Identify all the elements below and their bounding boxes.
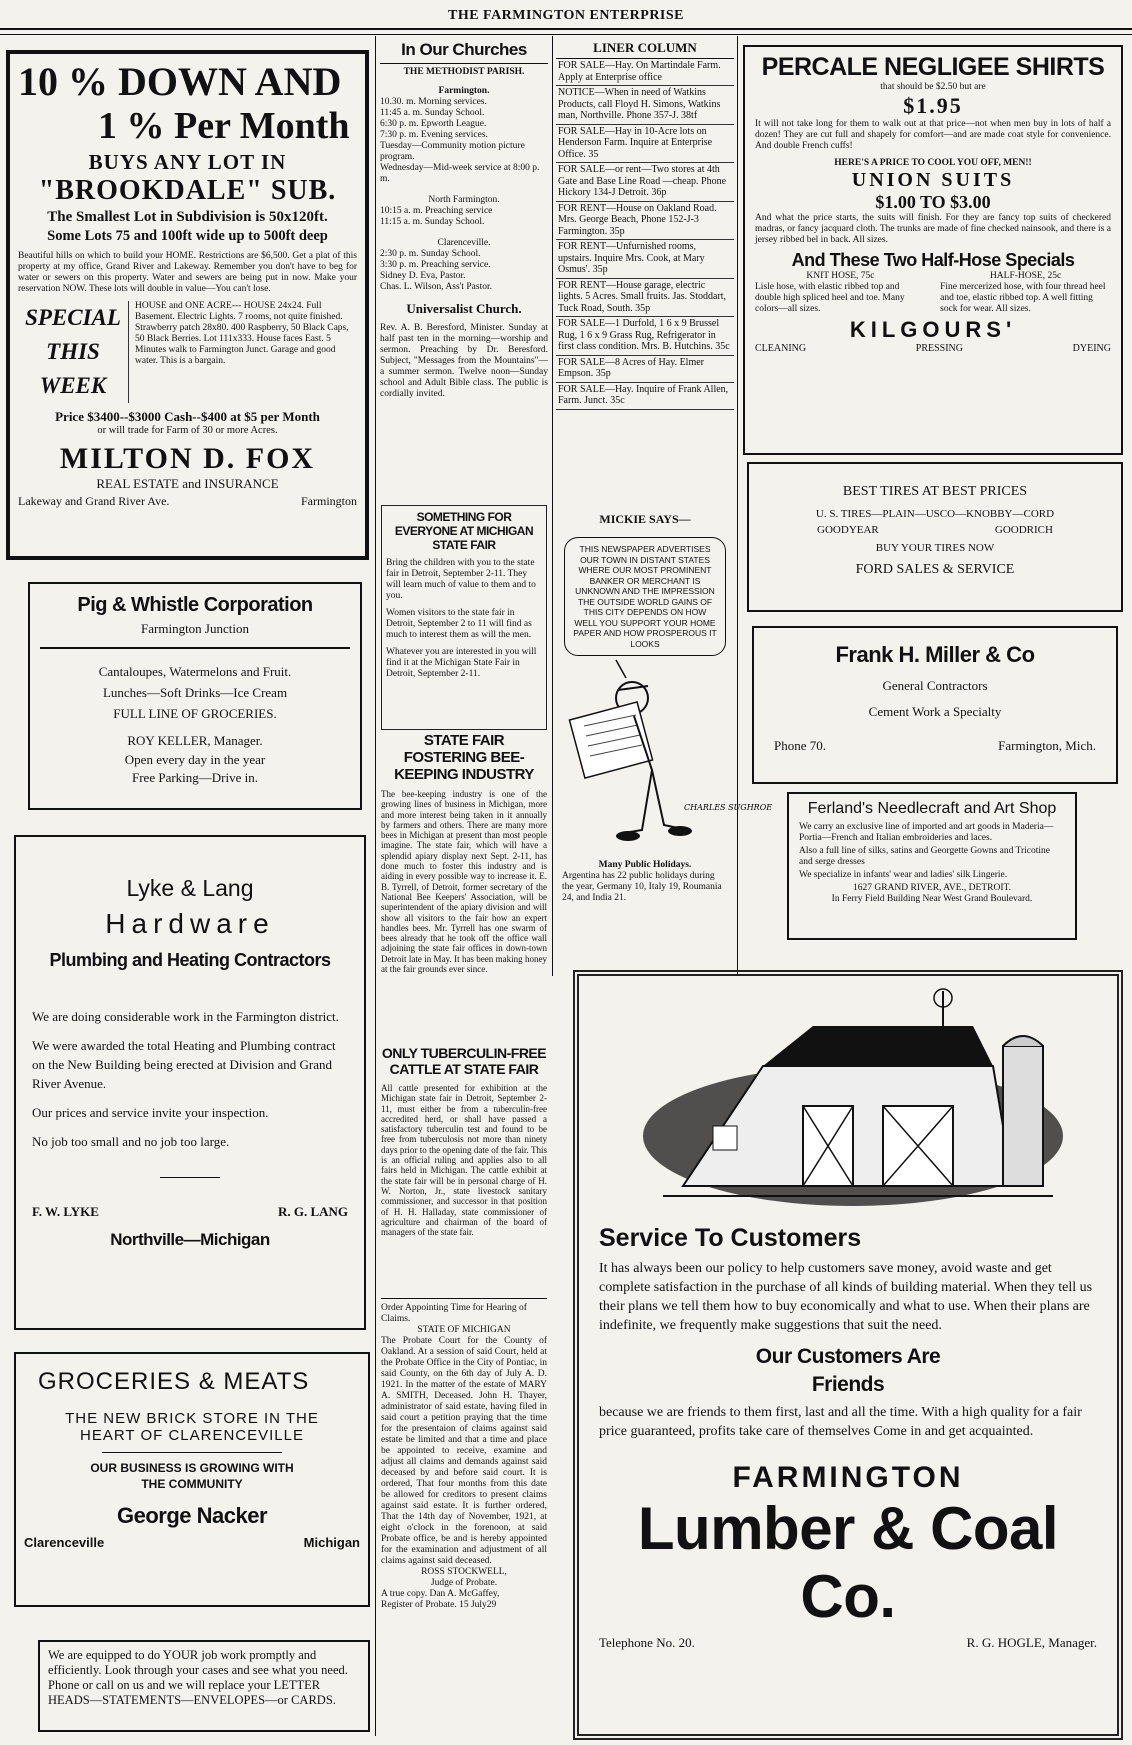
fox-trade: or will trade for Farm of 30 or more Acres. [97, 425, 278, 436]
half-title: HALF-HOSE, 25c [989, 271, 1062, 281]
miller-ad [752, 626, 1118, 784]
pig-sub: Farmington Junction [141, 621, 249, 636]
liner-item: FOR RENT—House on Oakland Road. Mrs. George Beach, Phone 152-J-3 Farmington. 35p [556, 202, 734, 241]
lumber-footer [599, 1635, 1097, 1651]
masthead: THE FARMINGTON ENTERPRISE [447, 8, 684, 23]
liner-item: FOR SALE—Hay. Inquire of Frank Allen, Farm. Junct. 35c [556, 383, 734, 410]
churches-rule [380, 63, 548, 64]
ferland-addr2: In Ferry Field Building Near West Grand Boulevard. [831, 894, 1033, 904]
ford-tires-ad [747, 462, 1123, 612]
north-head: North Farmington. [428, 195, 500, 205]
liner-item: FOR RENT—Unfurnished rooms, upstairs. Inquire Mrs. Cook, at Mary Osmus'. 35p [556, 240, 734, 279]
pig-title: Pig & Whistle Corporation [77, 594, 313, 616]
fox-address-left: Lakeway and Grand River Ave. [18, 493, 170, 508]
fair-cattle-section [381, 1045, 547, 1295]
probate-head: Order Appointing Time for Hearing of Claims. [381, 1303, 527, 1324]
fox-headline-1: 10 % DOWN AND [18, 59, 342, 104]
nacker-left: Clarenceville [24, 1535, 105, 1550]
nacker-place [24, 1535, 360, 1550]
service-line: Sidney D. Eva, Pastor. [380, 271, 466, 281]
service-line: 10:15 a. m. Preaching service [380, 206, 493, 216]
nacker-line3: OUR BUSINESS IS GROWING WITH [90, 1461, 294, 1475]
mickie-bubble: THIS NEWSPAPER ADVERTISES OUR TOWN IN DISTANT STATES WHERE OUR MOST PROMINENT BANKER OR MERCHANT IS UNKNOWN AND THE IMPRESSION THE OUTSIDE WORLD GAINS OF THIS CITY DEPENDS ON HOW WELL YOU SUPPORT YOUR HOME PAPER AND HOW PROSPEROUS IT LOOKS [564, 537, 726, 656]
column-divider [737, 36, 738, 976]
lyke-place: Northville—Michigan [110, 1230, 270, 1249]
miller-title: Frank H. Miller & Co [835, 642, 1035, 667]
fox-headline-3: BUYS ANY LOT IN [88, 150, 287, 174]
universalist-body: Rev. A. B. Beresford, Minister. Sunday at half past ten in the morning—worship and sermon. Preaching by Dr. Beresford. Subject, "Messages from the Mountains"—a summer sermon. Twelve noon—Sunday school and Adult Bible class. The public is cordially invited. [380, 323, 548, 399]
fox-special-1: SPECIAL [25, 305, 121, 330]
service-line: 6:30 p. m. Epworth League. [380, 119, 487, 129]
lyke-lang-ad [14, 835, 366, 1330]
service-line: 11:45 a. m. Sunday School. [380, 108, 485, 118]
kilgours-sub: that should be $2.50 but are [880, 82, 986, 92]
union-body: And what the price starts, the suits will finish. For they are fancy top suits of checkered madras, or fancy jacquard cloth. The trunks are made of fine checked nainsook, and there is a jersey ribbed bel in back. All sizes. [755, 213, 1111, 245]
miller-line2: Cement Work a Specialty [868, 704, 1002, 719]
kilgours-name: KILGOURS' [849, 317, 1017, 342]
probate-sign2: Judge of Probate. [430, 1578, 498, 1588]
ford-line5: FORD SALES & SERVICE [855, 562, 1015, 577]
kilgours-cool: HERE'S A PRICE TO COOL YOU OFF, MEN!! [834, 158, 1032, 168]
lumber-phone: Telephone No. 20. [599, 1635, 695, 1650]
lyke-p3: Our prices and service invite your inspection. [32, 1105, 269, 1120]
liner-item: NOTICE—When in need of Watkins Products, call Floyd H. Simons, Watkins man, Northville. Phone 357-J. 38tf [556, 86, 734, 125]
kilgours-cleaning: CLEANING [755, 343, 807, 354]
ferland-addr1: 1627 GRAND RIVER, AVE., DETROIT. [853, 883, 1011, 893]
mickie-signature: CHARLES SUGHROE [684, 803, 773, 812]
pig-parking: Free Parking—Drive in. [131, 770, 258, 785]
fox-special-body: HOUSE and ONE ACRE--- HOUSE 24x24. Full Basement. Electric Lights. 7 rooms, not quite finished. Strawberry patch 28x80. 400 Raspberry, 50 Black Caps, 50 Black Berries. Lot 111x333. House faces East. 5 Minutes walk to Farmington Junct. Garage and good water. This is a bargain. [128, 301, 357, 403]
ford-line1: BEST TIRES AT BEST PRICES [842, 484, 1028, 499]
knit-body: Lisle hose, with elastic ribbed top and double high spliced heel and toe. Many colors—all sizes. [755, 282, 905, 314]
nacker-line4: THE COMMUNITY [141, 1477, 243, 1491]
claren-services [380, 249, 548, 293]
north-services [380, 206, 548, 228]
fair1-p2: Women visitors to the state fair in Detroit, September 2 to 11 will find as much to interest them as will the men. [386, 608, 532, 640]
universalist-head: Universalist Church. [406, 301, 522, 316]
farmington-services [380, 97, 548, 185]
fair-everyone-box [381, 505, 547, 730]
pig-open: Open every day in the year [124, 752, 266, 767]
service-line: Tuesday—Community motion picture program. [380, 141, 525, 162]
holidays-body: Argentina has 22 public holidays during the year, Germany 10, Italy 19, Roumania 24, and India 21. [562, 871, 722, 903]
fox-lot-size: The Smallest Lot in Subdivision is 50x120ft. [47, 209, 328, 225]
lyke-p1: We are doing considerable work in the Farmington district. [32, 1009, 339, 1024]
pig-line1: Cantaloupes, Watermelons and Fruit. [98, 664, 292, 679]
lumber-friends2: Friends [811, 1373, 885, 1396]
pig-whistle-ad [28, 582, 362, 810]
nacker-title: GROCERIES & MEATS [38, 1368, 310, 1395]
ferland-p1: We carry an exclusive line of imported and art goods in Maderia—Portia—French and Italian embroideries and laces. [799, 822, 1054, 843]
fox-special-3: WEEK [39, 373, 107, 398]
ferland-title: Ferland's Needlecraft and Art Shop [807, 800, 1057, 817]
nacker-line2: HEART OF CLARENCEVILLE [79, 1427, 304, 1444]
column-divider [552, 36, 553, 976]
holidays-head: Many Public Holidays. [598, 860, 692, 870]
lyke-rule [160, 1177, 220, 1178]
pig-rule [40, 647, 350, 649]
probate-state: STATE OF MICHIGAN [417, 1325, 511, 1335]
fair1-p3: Whatever you are interested in you will find it at the Michigan State Fair in Detroit, September 2-11. [386, 647, 537, 679]
fair2-title: STATE FAIR FOSTERING BEE-KEEPING INDUSTRY [394, 732, 534, 783]
fair1-p1: Bring the children with you to the state fair in Detroit, September 2-11. They will learn much of value to them and to you. [386, 558, 536, 601]
fox-headline-4: "BROOKDALE" SUB. [38, 175, 337, 206]
nacker-right: Michigan [303, 1535, 360, 1550]
nacker-line1: THE NEW BRICK STORE IN THE [65, 1410, 319, 1427]
pig-line2: Lunches—Soft Drinks—Ice Cream [102, 685, 288, 700]
barn-illustration [613, 986, 1083, 1216]
lumber-title: Service To Customers [599, 1224, 862, 1252]
service-line: 7:30 p. m. Evening services. [380, 130, 488, 140]
lyke-p2: We were awarded the total Heating and Plumbing contract on the New Building being erected at Division and Grand River Avenue. [32, 1038, 336, 1091]
half-col [940, 271, 1111, 315]
nacker-name: George Nacker [116, 1503, 268, 1528]
probate-sign4: Register of Probate. 15 July29 [381, 1600, 497, 1610]
lyke-name-right: R. G. LANG [277, 1204, 348, 1219]
job-work-text: We are equipped to do YOUR job work promptly and efficiently. Look through your cases and see what you need. Phone or call on us and we will replace your LETTER HEADS—STATEMENTS—ENVELOPES—or CARDS. [48, 1648, 348, 1707]
mickie-says [556, 512, 773, 952]
lyke-title: Lyke & Lang [126, 875, 254, 901]
ford-goodrich: GOODRICH [994, 524, 1053, 536]
churches-section [380, 40, 548, 510]
knit-col [755, 271, 926, 315]
fox-body: Beautiful hills on which to build your HOME. Restrictions are $6,500. Get a plat of this property at my office, Grand River and Lakeway. Remember you don't have to beg for water or sewers on this property. Water and sewers are being put in now. Make your reservation NOW. These lots will double in value—You can't lose. [18, 251, 357, 294]
mickie-cartoon [556, 660, 773, 860]
service-line: 2:30 p. m. Sunday School. [380, 249, 481, 259]
fox-headline-2: 1 % Per Month [98, 105, 350, 147]
claren-head: Clarenceville. [437, 238, 491, 248]
liner-item: FOR SALE—Hay in 10-Acre lots on Henderson Farm. Inquire at Enterprise Office. 35 [556, 125, 734, 164]
liner-item: FOR SALE—1 Durfold, 1 6 x 9 Brussel Rug, 1 6 x 9 Grass Rug, Refrigerator in first class condition. Mrs. B. Hutchins. 35c [556, 317, 734, 356]
lyke-hardware: Hardware [105, 908, 275, 939]
fair3-body: All cattle presented for exhibition at the Michigan state fair in Detroit, September 2-11, must either be from a tuberculin-free accredited herd, or shall have passed a satisfactory tuberculin test and found to be free from tuberculosis not more than ninety days prior to the opening date of the fair. This is an official ruling and applies also to all fairs held in Michigan. The cattle exhibit at the state fair will be in personal charge of H. W. Norton, Jr., state livestock sanitary commissioner, and successor in that position of H. H. Halladay, state commissioner of agriculture and chairman of the board of managers of the state fair. [381, 1083, 547, 1238]
kilgours-body: It will not take long for them to walk out at that price—not when men buy in lots of half a dozen! They are cut full and shapely for comfort—and are made coat style for convenience. And double French cuffs! [755, 119, 1111, 151]
lyke-name-left: F. W. LYKE [32, 1204, 99, 1219]
probate-sign3: A true copy. Dan A. McGaffey, [381, 1589, 500, 1599]
kilgours-ad [743, 45, 1123, 455]
nacker-ad [14, 1352, 370, 1607]
fox-ad [6, 50, 369, 560]
liner-item: FOR SALE—Hay. On Martindale Farm. Apply at Enterprise office [556, 59, 734, 86]
service-line: Wednesday—Mid-week service at 8:00 p. m. [380, 163, 540, 184]
knit-title: KNIT HOSE, 75c [806, 271, 875, 281]
fox-lot-depth: Some Lots 75 and 100ft wide up to 500ft deep [47, 228, 328, 244]
probate-sign1: ROSS STOCKWELL, [421, 1567, 507, 1577]
lyke-plumbing: Plumbing and Heating Contractors [49, 950, 331, 970]
farmington-head: Farmington. [438, 86, 490, 96]
pig-line3: FULL LINE OF GROCERIES. [113, 706, 277, 721]
kilgours-pressing: PRESSING [915, 343, 964, 354]
mickie-title: MICKIE SAYS— [599, 512, 691, 526]
kilgours-services [755, 343, 1111, 354]
probate-notice [381, 1298, 547, 1738]
kilgours-dyeing: DYEING [1072, 343, 1111, 354]
union-price: $1.00 TO $3.00 [875, 192, 991, 212]
fair1-title: SOMETHING FOR EVERYONE AT MICHIGAN STATE FAIR [394, 510, 534, 552]
miller-place: Farmington, Mich. [998, 738, 1096, 753]
methodist-head: THE METHODIST PARISH. [403, 67, 525, 77]
ford-line2: U. S. TIRES—PLAIN—USCO—KNOBBY—CORD [815, 508, 1055, 520]
fox-biz: REAL ESTATE and INSURANCE [96, 475, 279, 491]
ferland-p3: We specialize in infants' wear and ladies' silk Lingerie. [799, 870, 1008, 880]
hose-head: And These Two Half-Hose Specials [791, 250, 1075, 270]
liner-item: FOR SALE—or rent—Two stores at 4th Gate and Base Line Road —cheap. Phone Hickory 134-J Detroit. 36p [556, 163, 734, 202]
service-line: 10.30. m. Morning services. [380, 97, 487, 107]
ferland-p2: Also a full line of silks, satins and Georgette Gowns and Tricotine and serge dresses [799, 846, 1051, 867]
fox-special-block [18, 301, 357, 403]
fair-bee-section [381, 732, 547, 1042]
service-line: 3:30 p. m. Preaching service. [380, 260, 491, 270]
column-divider [375, 36, 376, 1736]
liner-column [556, 40, 734, 510]
job-work-ad [38, 1640, 370, 1732]
liner-items [556, 59, 734, 410]
fox-price: Price $3400--$3000 Cash--$400 at $5 per Month [55, 409, 320, 424]
ford-line4: BUY YOUR TIRES NOW [875, 542, 995, 554]
lumber-p2: because we are friends to them first, last and all the time. With a high quality for a fair price guaranteed, profits take care of themselves Come in and get acquainted. [599, 1405, 1082, 1439]
lumber-name2: Lumber & Coal Co. [637, 1495, 1059, 1630]
lumber-friends1: Our Customers Are [755, 1345, 941, 1368]
probate-body: The Probate Court for the County of Oakland. At a session of said Court, held at the Probate Office in the City of Pontiac, in said County, on the 6th day of July A. D. 1921. In the matter of the estate of MARY A. SMITH, Deceased. John H. Thayer, administrator of said estate, having filed in said court a petition praying that the time for the presentaion of claims against said estate be limited and that a time and place be appointed to receive, examine and adjust all claims and demands against said deceased by and before said court. It is ordered, That four months from this date be allowed for creditors to present claims against said estate. It is further ordered, That the 14th day of November, 1921, at eight o'clock in the forenoon, at said Probate office, be and is hereby appointed for the examination and adjustment of all claims against said deceased. [381, 1336, 547, 1566]
service-line: Chas. L. Wilson, Ass't Pastor. [380, 282, 493, 292]
nacker-rule [102, 1452, 282, 1453]
service-line: 11:15 a. m. Sunday School. [380, 217, 485, 227]
ferland-ad [787, 792, 1077, 940]
hose-row [755, 271, 1111, 315]
fair2-body: The bee-keeping industry is one of the growing lines of business in Michigan, more and more interest being taken in it annually by farmers and others. There are many more bees in Michigan at present than most people imagine. The state fair, which will have a splendid apiary display next Sept. 2-11, has done much to foster this industry and is aiding in every possible way to increase it. E. B. Tyrrell, of Detroit, former secretary of the National Bee Keepers' Association, will be superintendent of the apiary division and will show all visitors to the fair how an expert handles bees. Mr. Tyrrell has one swarm of bees already that he took off the office wall adjoining the state fair offices in down-town Detroit late in May. It has been making honey at the fair grounds ever since. [381, 789, 547, 975]
masthead-rule-2 [0, 34, 1132, 35]
lumber-ad [573, 970, 1123, 1740]
lumber-p1: It has always been our policy to help customers save money, avoid waste and get complete satisfaction in the purchase of all kinds of building material. When they tell us their plans we tell them how to buy economically and what to use. When their plans are indefinite, we frequently make suggestions that suit the need. [599, 1261, 1093, 1333]
probate-rule [381, 1298, 547, 1299]
ford-goodyear: GOODYEAR [817, 524, 879, 536]
fox-name: MILTON D. FOX [59, 441, 316, 475]
kilgours-price: $1.95 [903, 93, 963, 118]
lumber-manager: R. G. HOGLE, Manager. [966, 1635, 1097, 1650]
half-body: Fine mercerized hose, with four thread heel and toe, elastic ribbed top. A well fitting sock for wear. All sizes. [940, 282, 1106, 314]
union-suits: UNION SUITS [851, 169, 1015, 191]
lyke-p4: No job too small and no job too large. [32, 1134, 230, 1149]
miller-footer [774, 738, 1096, 754]
miller-line1: General Contractors [882, 678, 988, 693]
ford-line3 [759, 524, 1111, 536]
fox-special-label [18, 301, 128, 403]
liner-item: FOR RENT—House garage, electric lights. 5 Acres. Small fruits. Jas. Stoddart, Tuck Road, South. 35p [556, 279, 734, 318]
churches-title: In Our Churches [401, 40, 527, 59]
miller-phone: Phone 70. [774, 738, 826, 753]
pig-manager: ROY KELLER, Manager. [127, 733, 263, 748]
fox-address-right: Farmington [301, 493, 357, 508]
liner-item: FOR SALE—8 Acres of Hay. Elmer Empson. 35p [556, 356, 734, 383]
liner-title: LINER COLUMN [556, 40, 734, 59]
fox-address [18, 494, 357, 509]
lumber-name1: FARMINGTON [732, 1461, 964, 1494]
fair3-title: ONLY TUBERCULIN-FREE CATTLE AT STATE FAIR [381, 1045, 547, 1077]
lyke-names [32, 1204, 348, 1220]
kilgours-title: PERCALE NEGLIGEE SHIRTS [761, 53, 1105, 81]
masthead-rule [0, 28, 1132, 30]
fox-special-2: THIS [46, 339, 100, 364]
